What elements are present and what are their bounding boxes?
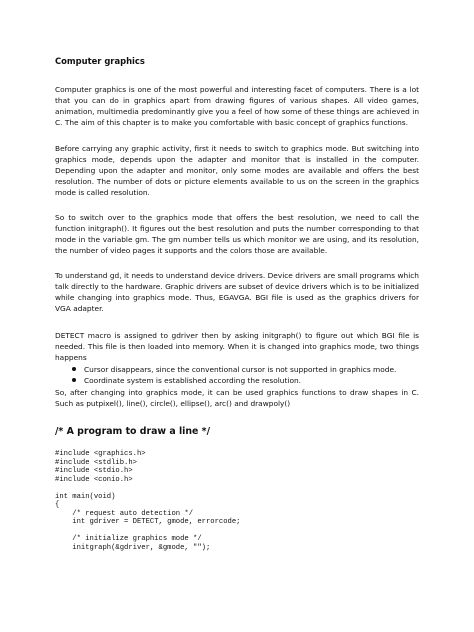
- graphics-mode-paragraph: Before carrying any graphic activity, first it needs to switch to graphics mode. But switching into graphics mode, depends upon the adapter and monitor that is installed in the computer. Depending upon the adapter and monitor, only some modes are available and offers the best resolution. The number of dots or picture elements available to us on the screen in the graphics mode is called resolution.: [55, 144, 419, 197]
- bullet-text: Coordinate system is established according the resolution.: [84, 376, 302, 385]
- code-listing: #include <graphics.h> #include <stdlib.h> #include <stdio.h> #include <conio.h> int main(void) { /* request auto detection */ int gdriver = DETECT, gmode, errorcode; /* initialize graphics mode */ initgraph(&gdriver, &gmode, "");: [55, 450, 241, 552]
- device-drivers-paragraph: To understand gd, it needs to understand device drivers. Device drivers are small programs which talk directly to the hardware. Graphic drivers are subset of device drivers which is to be initialized while changing into graphics mode. Thus, EGAVGA. BGI file is used as the graphics drivers for VGA adapter.: [55, 271, 419, 313]
- bullet-dot-icon: [72, 367, 76, 371]
- intro-paragraph: Computer graphics is one of the most powerful and interesting facet of computers. There is a lot that you can do in graphics apart from drawing figures of various shapes. All video games, animation, multimedia predominantly give you a feel of how some of these things are achieved in C. The aim of this chapter is to make you comfortable with basic concept of graphics functions.: [55, 85, 419, 127]
- initgraph-paragraph: So to switch over to the graphics mode that offers the best resolution, we need to call the function initgraph(). It figures out the best resolution and puts the number corresponding to that mode in the variable gm. The gm number tells us which monitor we are using, and its resolution, the number of video pages it supports and the colors those are available.: [55, 213, 419, 255]
- closing-paragraph: So, after changing into graphics mode, it can be used graphics functions to draw shapes in C. Such as putpixel(), line(), circle(), ellipse(), arc() and drawpoly(): [55, 388, 419, 408]
- bullet-item: [70, 364, 420, 375]
- bullet-text: Cursor disappears, since the conventional cursor is not supported in graphics mode.: [84, 365, 397, 374]
- document-title: Computer graphics: [55, 56, 145, 66]
- code-heading: /* A program to draw a line */: [55, 426, 210, 437]
- detect-macro-paragraph: DETECT macro is assigned to gdriver then by asking initgraph() to figure out which BGI file is needed. This file is then loaded into memory. When it is changed into graphics mode, two things happens: [55, 331, 419, 362]
- bullet-item: [70, 375, 420, 386]
- effects-bullet-list: [70, 364, 420, 386]
- bullet-dot-icon: [72, 378, 76, 382]
